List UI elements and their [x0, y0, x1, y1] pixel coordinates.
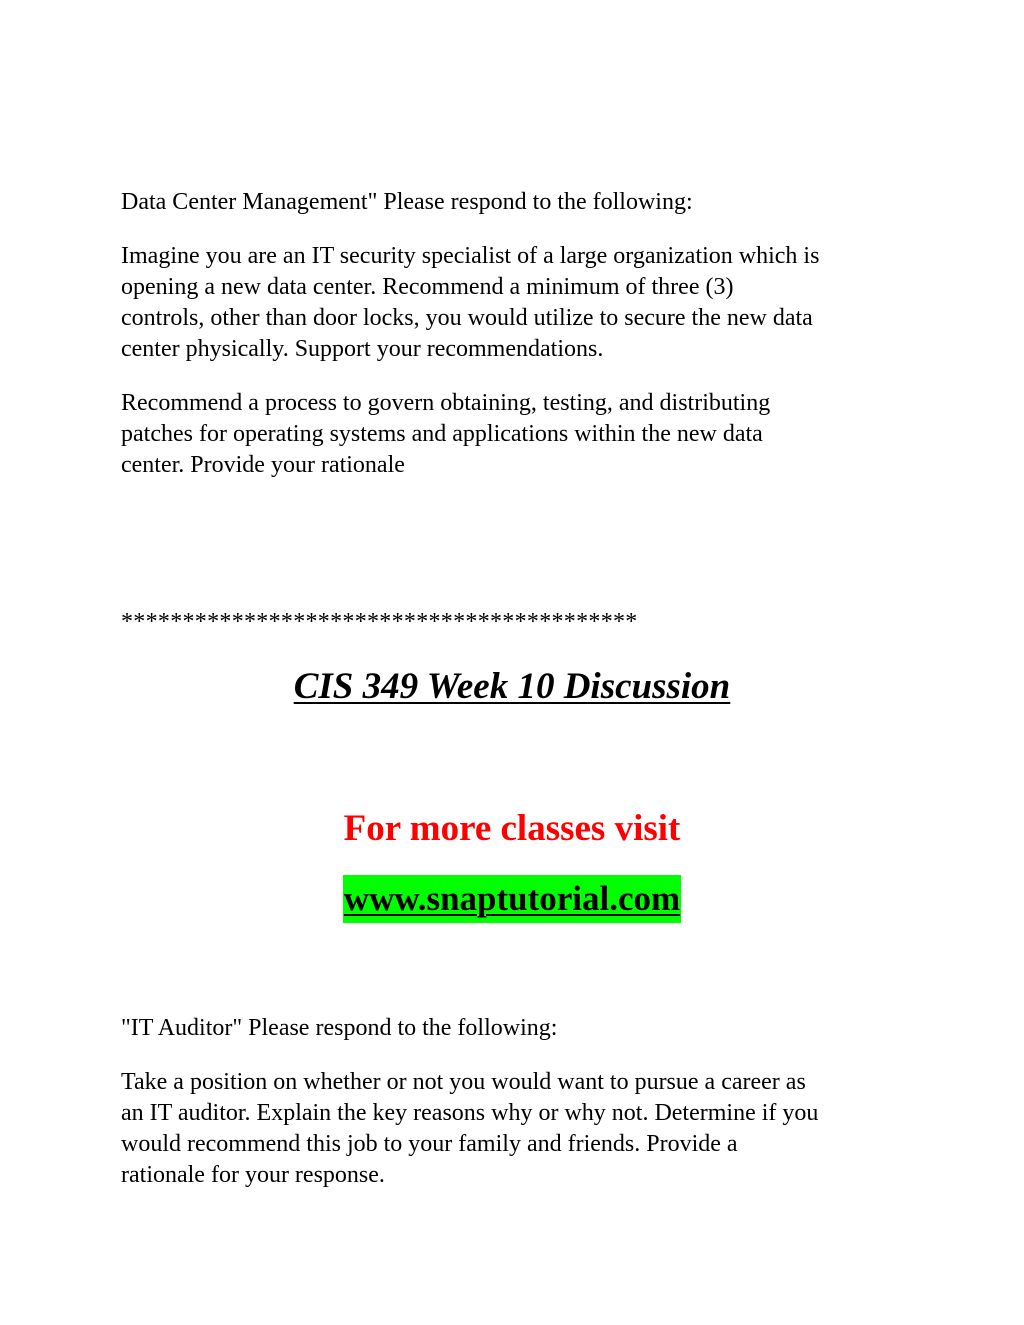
- paragraph-line: center physically. Support your recommendations.: [121, 336, 604, 362]
- section1-heading-text: Data Center Management" Please respond to the following:: [121, 189, 693, 215]
- course-title: [0, 664, 1024, 710]
- section1-paragraph2: [121, 388, 911, 481]
- paragraph-line: an IT auditor. Explain the key reasons why or why not. Determine if you: [121, 1100, 819, 1126]
- paragraph-line: patches for operating systems and applications within the new data: [121, 421, 763, 447]
- paragraph-line: Imagine you are an IT security specialist of a large organization which is: [121, 243, 820, 269]
- paragraph-line: would recommend this job to your family and friends. Provide a: [121, 1131, 738, 1157]
- paragraph-line: opening a new data center. Recommend a minimum of three (3): [121, 274, 734, 300]
- promo-url-link[interactable]: www.snaptutorial.com: [343, 875, 681, 923]
- course-title-text: CIS 349 Week 10 Discussion: [293, 666, 731, 707]
- paragraph-line: controls, other than door locks, you would utilize to secure the new data: [121, 305, 813, 331]
- paragraph-line: rationale for your response.: [121, 1162, 385, 1188]
- section1-paragraph1: [121, 241, 911, 365]
- asterisk-separator: ******************************************: [121, 609, 638, 635]
- promo-visit-text: For more classes visit: [343, 808, 681, 849]
- section2-heading-text: "IT Auditor" Please respond to the following:: [121, 1015, 558, 1041]
- paragraph-line: Recommend a process to govern obtaining, testing, and distributing: [121, 390, 771, 416]
- section2-paragraph: [121, 1067, 911, 1191]
- paragraph-line: Take a position on whether or not you would want to pursue a career as: [121, 1069, 806, 1095]
- paragraph-line: center. Provide your rationale: [121, 452, 405, 478]
- promo-url-container: [0, 875, 1024, 923]
- section2-heading: [121, 1013, 911, 1044]
- section1-heading: [121, 187, 911, 218]
